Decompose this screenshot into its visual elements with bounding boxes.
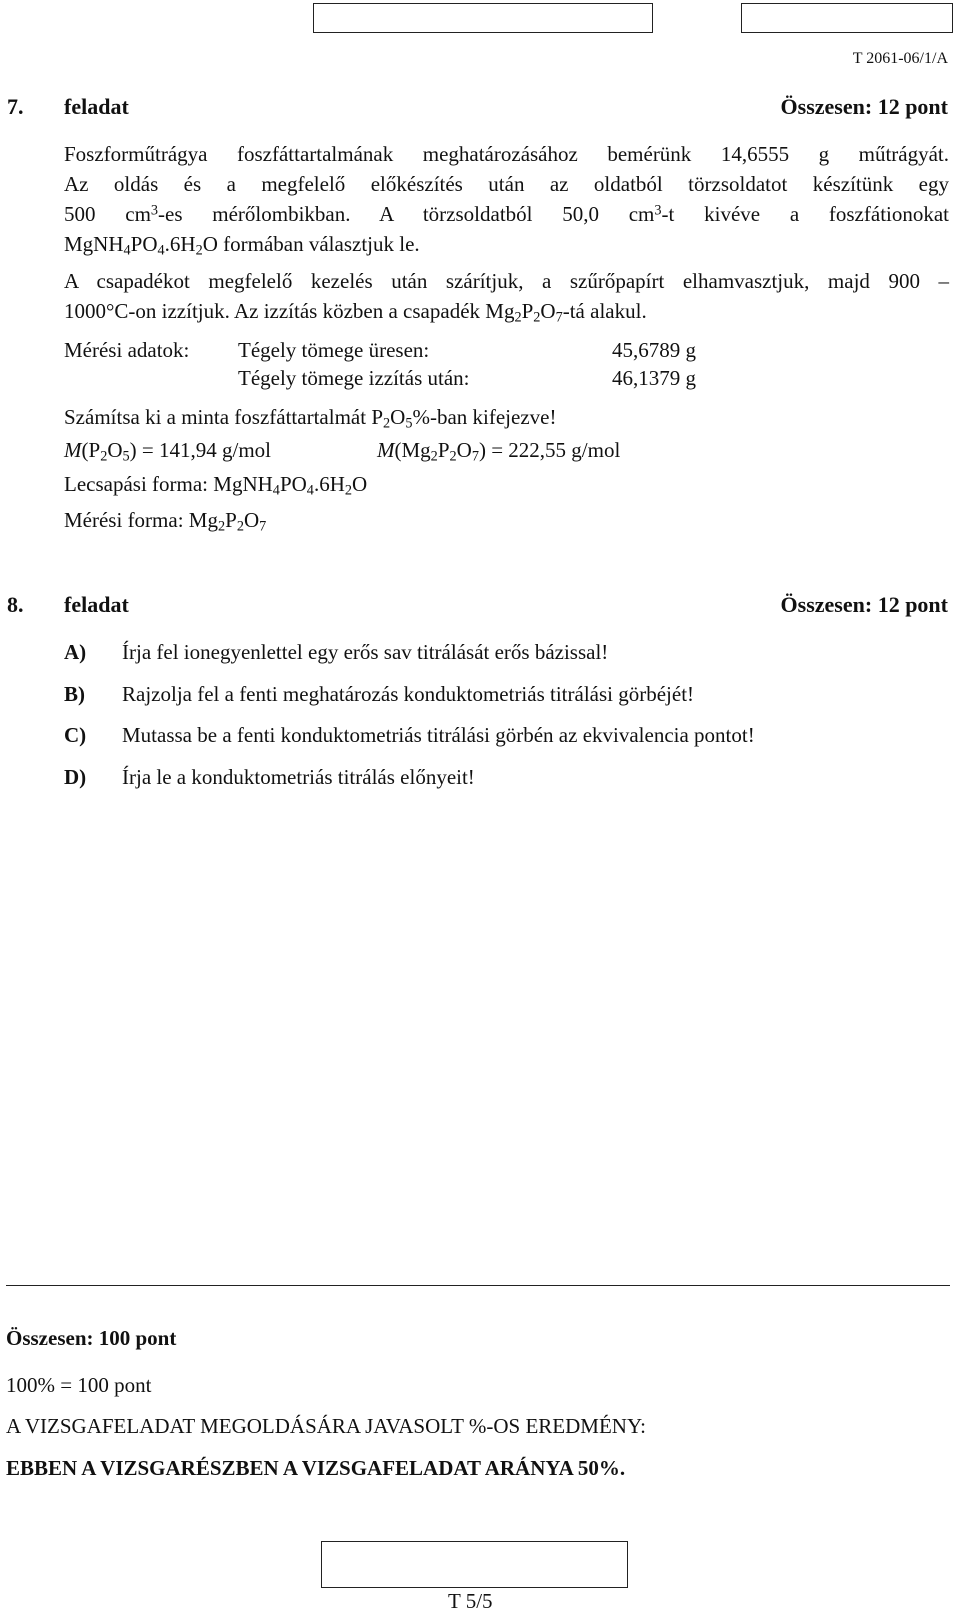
formula-mg2p2o7: $Mg_2P_2O_7$ (485, 299, 563, 326)
task7-number: 7. (7, 94, 24, 119)
formula-p2o5: $P_2O_5$ (371, 405, 413, 432)
task8-item-a-label: A) (64, 640, 87, 664)
task8-item-d-label: D) (64, 765, 87, 789)
task7-total: Összesen: 12 pont (780, 94, 948, 119)
task7-p1-line2: Az oldás és a megfelelő előkészítés után az oldatból törzsoldatot készítünk egy (64, 172, 949, 196)
task8-item-c-text: Mutassa be a fenti konduktometriás titrálási görbén az ekvivalencia pontot! (122, 723, 755, 747)
score-box-left (313, 3, 653, 33)
summary-recommended: A VIZSGAFELADAT MEGOLDÁSÁRA JAVASOLT %-OS EREDMÉNY: (6, 1414, 647, 1438)
task7-p2-line2: 1000°C-on izzítjuk. Az izzítás közben a csapadék $Mg_2P_2O_7-tá$ alakul. (64, 299, 647, 326)
task8-number: 8. (7, 592, 24, 617)
formula-mgnh4po4-6h2o: $MgNH_4PO_4.6H_2O$ (64, 232, 218, 259)
summary-share: EBBEN A VIZSGARÉSZBEN A VIZSGAFELADAT ARÁNYA 50%. (6, 1456, 626, 1480)
page-number: T 5/5 (448, 1589, 493, 1613)
score-box-right (741, 3, 953, 33)
task7-question: Számítsa ki a minta foszfáttartalmát $P_2O_5\%$-ban kifejezve! (64, 405, 557, 432)
measurement-2-label: Tégely tömege izzítás után: (238, 366, 470, 390)
measurement-1-value: 45,6789 g (612, 338, 696, 362)
weighing-form: Mérési forma: $Mg_2P_2O_7$ (64, 508, 267, 535)
molar-mass-p2o5: $M(P_2O_5) = 141,94$ g/mol (64, 438, 271, 465)
task7-p1-line1: Foszforműtrágya foszfáttartalmának meghatározásához bemérünk 14,6555 g műtrágyát. (64, 142, 949, 166)
task7-title: feladat (64, 94, 129, 119)
task7-p1-line3: 500 $cm^3-es$ mérőlombikban. A törzsoldatból 50,0 $cm^3-t$ kivéve a foszfátionokat (64, 202, 950, 226)
molar-mass-mg2p2o7: $M(Mg_2P_2O_7) = 222,55$ g/mol (377, 438, 621, 465)
task8-title: feladat (64, 592, 129, 617)
task8-item-d-text: Írja le a konduktometriás titrálás előnyeit! (122, 765, 475, 789)
footer-box (321, 1541, 628, 1588)
task7-p1-line4: $MgNH_4PO_4.6H_2O$ formában választjuk le. (64, 232, 420, 259)
measurement-1-label: Tégely tömege üresen: (238, 338, 430, 362)
measurement-label: Mérési adatok: (64, 338, 190, 362)
summary-percent: 100% = 100 pont (6, 1373, 152, 1397)
summary-total: Összesen: 100 pont (6, 1326, 177, 1350)
task8-total: Összesen: 12 pont (780, 592, 948, 617)
task8-item-a-text: Írja fel ionegyenlettel egy erős sav titrálását erős bázissal! (122, 640, 609, 664)
summary-divider (6, 1285, 950, 1286)
task8-item-b-label: B) (64, 682, 85, 706)
task8-item-c-label: C) (64, 723, 87, 747)
task8-item-b-text: Rajzolja fel a fenti meghatározás konduktometriás titrálási görbéjét! (122, 682, 695, 706)
task7-p2-line1: A csapadékot megfelelő kezelés után szárítjuk, a szűrőpapírt elhamvasztjuk, majd 900 – (64, 269, 949, 293)
measurement-2-value: 46,1379 g (612, 366, 696, 390)
document-code: T 2061-06/1/A (852, 50, 948, 67)
precipitation-form: Lecsapási forma: $MgNH_4PO_4.6H_2O$ (64, 472, 368, 499)
